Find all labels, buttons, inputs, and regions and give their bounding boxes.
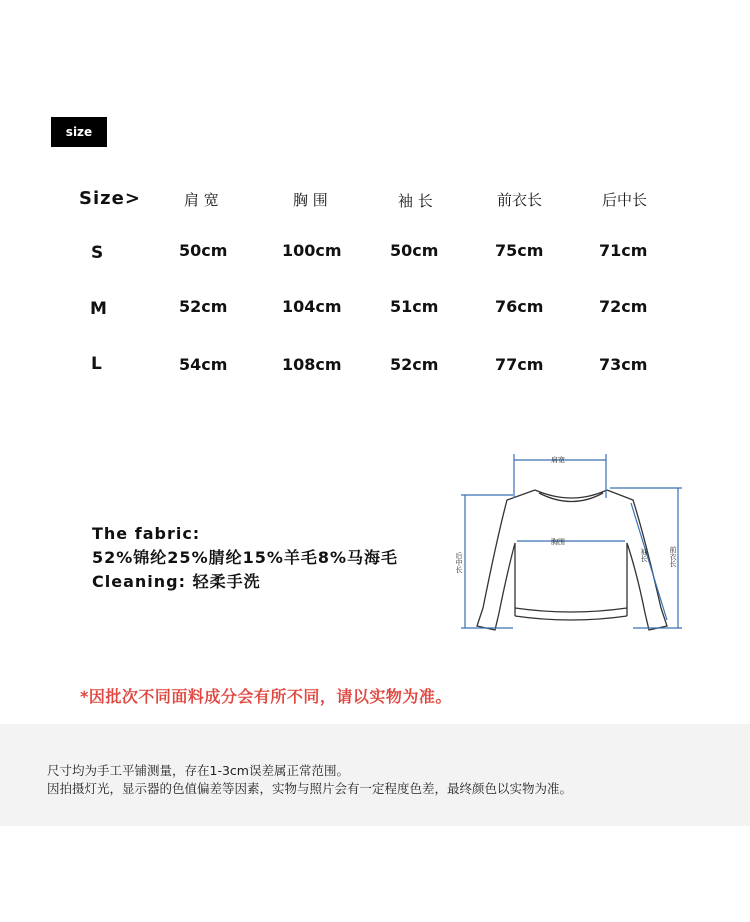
- fabric-title: The fabric:: [92, 524, 201, 543]
- chest-label: 胸围: [551, 538, 565, 546]
- table-cell: 50cm: [390, 241, 439, 260]
- footer-line-1: 尺寸均为手工平铺测量，存在1-3cm误差属正常范围。: [47, 763, 349, 778]
- header-sleeve: 袖 长: [398, 192, 433, 210]
- sweater-measurement-diagram: [455, 448, 685, 640]
- front-length-label: 前衣长: [669, 546, 677, 567]
- measurement-lines: [461, 454, 682, 628]
- shoulder-label: 肩宽: [551, 456, 565, 464]
- row-m-label: M: [90, 299, 107, 319]
- table-cell: 52cm: [179, 297, 228, 316]
- footer-line-2: 因拍摄灯光，显示器的色值偏差等因素，实物与照片会有一定程度色差，最终颜色以实物为准。: [47, 781, 573, 796]
- table-cell: 108cm: [282, 355, 342, 374]
- size-tag: size: [51, 117, 107, 147]
- header-size: Size>: [79, 188, 141, 209]
- size-table: [0, 0, 750, 400]
- batch-notice: *因批次不同面料成分会有所不同，请以实物为准。: [80, 687, 452, 706]
- row-l-label: L: [91, 354, 102, 374]
- header-shoulder: 肩 宽: [184, 191, 219, 209]
- table-cell: 73cm: [599, 355, 648, 374]
- fabric-composition: 52%锦纶25%腈纶15%羊毛8%马海毛: [92, 548, 399, 567]
- header-front-length: 前衣长: [497, 191, 543, 209]
- table-cell: 100cm: [282, 241, 342, 260]
- table-cell: 51cm: [390, 297, 439, 316]
- header-back-length: 后中长: [602, 191, 648, 209]
- sleeve-label: 袖长: [640, 548, 648, 562]
- sweater-outline: [477, 490, 667, 630]
- fabric-info: [92, 522, 398, 594]
- table-cell: 52cm: [390, 355, 439, 374]
- table-cell: 75cm: [495, 241, 544, 260]
- row-s-label: S: [91, 243, 104, 263]
- table-cell: 77cm: [495, 355, 544, 374]
- table-cell: 50cm: [179, 241, 228, 260]
- table-cell: 54cm: [179, 355, 228, 374]
- table-cell: 104cm: [282, 297, 342, 316]
- table-cell: 71cm: [599, 241, 648, 260]
- fabric-cleaning: Cleaning: 轻柔手洗: [92, 572, 261, 591]
- table-cell: 76cm: [495, 297, 544, 316]
- table-cell: 72cm: [599, 297, 648, 316]
- footer-note: [0, 724, 750, 826]
- header-chest: 胸 围: [293, 191, 328, 209]
- back-length-label: 后中长: [455, 552, 463, 573]
